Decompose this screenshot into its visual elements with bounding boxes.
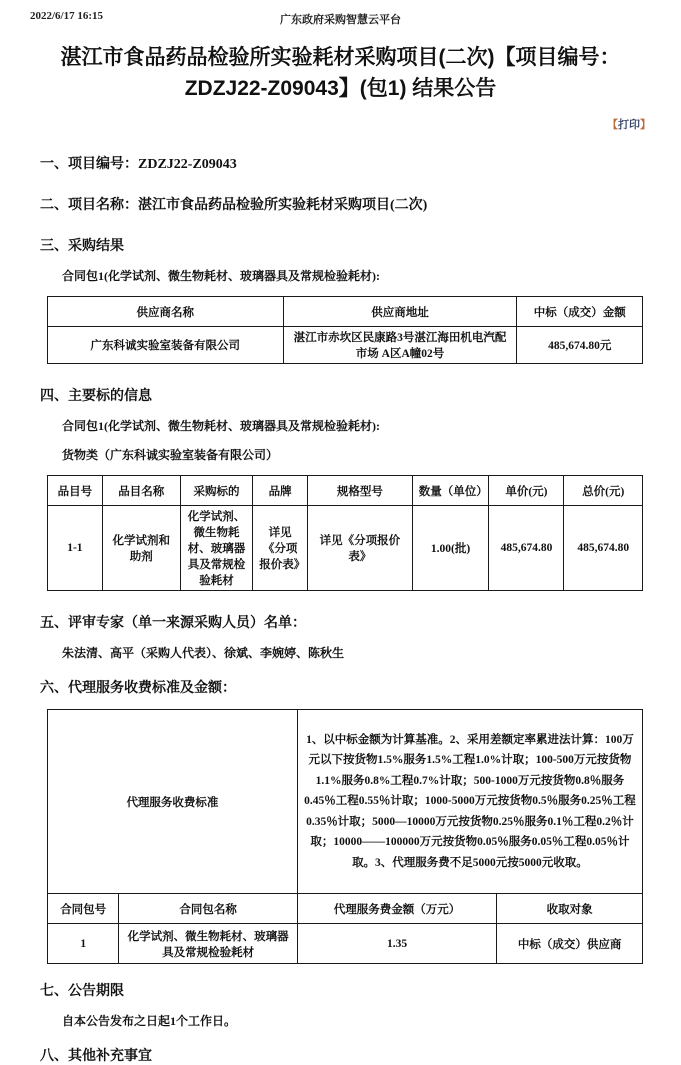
subject-cell: 化学试剂、微生物耗材、玻璃器具及常规检验耗材	[180, 506, 253, 591]
package-name-cell: 化学试剂、微生物耗材、玻璃器具及常规检验耗材	[119, 924, 298, 964]
supplier-name-header: 供应商名称	[48, 297, 284, 327]
subject-package-note: 合同包1(化学试剂、微生物耗材、玻璃器具及常规检验耗材):	[62, 419, 380, 433]
experts-names: 朱法清、高平（采购人代表）、徐斌、李婉婷、陈秋生	[62, 646, 345, 660]
print-button-label: 打印	[618, 119, 640, 131]
supplier-table-header-row	[48, 297, 643, 327]
fee-amount-header: 代理服务费金额（万元）	[297, 894, 496, 924]
fee-target-header: 收取对象	[497, 894, 643, 924]
agency-fee-table	[47, 709, 643, 964]
package-no-header: 合同包号	[48, 894, 119, 924]
supplier-table-row	[48, 327, 643, 364]
package-name-header: 合同包名称	[119, 894, 298, 924]
section-experts: 五、评审专家（单一来源采购人员）名单：	[40, 616, 306, 631]
subject-table-row	[48, 506, 643, 591]
section-project-name: 二、项目名称：湛江市食品药品检验所实验耗材采购项目(二次)	[40, 198, 428, 213]
fee-table-header-row	[48, 894, 643, 924]
fee-target-cell: 中标（成交）供应商	[497, 924, 643, 964]
subject-table	[47, 475, 643, 591]
announcement-period-text: 自本公告发布之日起1个工作日。	[62, 1014, 237, 1028]
item-no-header: 品目号	[48, 476, 103, 506]
item-name-cell: 化学试剂和助剂	[102, 506, 180, 591]
fee-standard-text-cell: 1、以中标金额为计算基准。2、采用差额定率累进法计算：100万元以下按货物1.5%服务1.5%工程1.0%计取；100-500万元按货物1.1%服务0.8%工程0.7%计取；500-1000万元按货物0.8％服务0.45％工程0.55％计取；1000-5000万元按货物0.5％服务0.25％工程0.35％计取；5000—10000万元按货物0.25％服务0.1％工程0.2％计取；10000——100000万元按货物0.05％服务0.05％工程0.05％计取。3、代理服务费不足5000元按5000元收取。	[297, 710, 642, 894]
supplier-address-cell: 湛江市赤坎区民康路3号湛江海田机电汽配市场 A区A幢02号	[283, 327, 517, 364]
fee-table-row	[48, 924, 643, 964]
subject-header: 采购标的	[180, 476, 253, 506]
print-bracket-open: 【	[607, 119, 618, 131]
qty-cell: 1.00(批)	[412, 506, 489, 591]
section-project-number: 一、项目编号：ZDZJ22-Z09043	[40, 157, 237, 172]
total-price-cell: 485,674.80	[564, 506, 643, 591]
brand-header: 品牌	[253, 476, 308, 506]
package-no-cell: 1	[48, 924, 119, 964]
fee-standard-label-cell: 代理服务收费标准	[48, 710, 298, 894]
supplier-table	[47, 296, 643, 364]
supplier-address-header: 供应商地址	[283, 297, 517, 327]
section-subject-info: 四、主要标的信息	[40, 389, 152, 404]
page-title: 湛江市食品药品检验所实验耗材采购项目(二次)【项目编号：ZDZJ22-Z09043】(包1) 结果公告	[60, 46, 621, 100]
total-price-header: 总价(元)	[564, 476, 643, 506]
result-package-note: 合同包1(化学试剂、微生物耗材、玻璃器具及常规检验耗材):	[62, 269, 380, 283]
subject-table-header-row	[48, 476, 643, 506]
section-agency-fee: 六、代理服务收费标准及金额：	[40, 681, 236, 696]
section-announcement-period: 七、公告期限	[40, 984, 124, 999]
brand-cell: 详见《分项报价表》	[253, 506, 308, 591]
print-bracket-close: 】	[640, 119, 651, 131]
fee-amount-cell: 1.35	[297, 924, 496, 964]
item-name-header: 品目名称	[102, 476, 180, 506]
unit-price-cell: 485,674.80	[489, 506, 564, 591]
platform-name: 广东政府采购智慧云平台	[280, 14, 401, 26]
print-timestamp: 2022/6/17 16:15	[30, 10, 104, 22]
section-other-matters: 八、其他补充事宜	[40, 1049, 152, 1064]
unit-price-header: 单价(元)	[489, 476, 564, 506]
spec-cell: 详见《分项报价表》	[307, 506, 412, 591]
qty-header: 数量（单位）	[412, 476, 489, 506]
section-procurement-result: 三、采购结果	[40, 239, 124, 254]
award-amount-cell: 485,674.80元	[517, 327, 643, 364]
print-button[interactable]	[607, 119, 651, 131]
print-row	[0, 116, 681, 132]
item-no-cell: 1-1	[48, 506, 103, 591]
award-amount-header: 中标（成交）金额	[517, 297, 643, 327]
subject-goods-note: 货物类（广东科诚实验室装备有限公司）	[62, 448, 279, 462]
spec-header: 规格型号	[307, 476, 412, 506]
fee-standard-row	[48, 710, 643, 894]
supplier-name-cell: 广东科诚实验室装备有限公司	[48, 327, 284, 364]
page-top-bar	[0, 0, 681, 26]
